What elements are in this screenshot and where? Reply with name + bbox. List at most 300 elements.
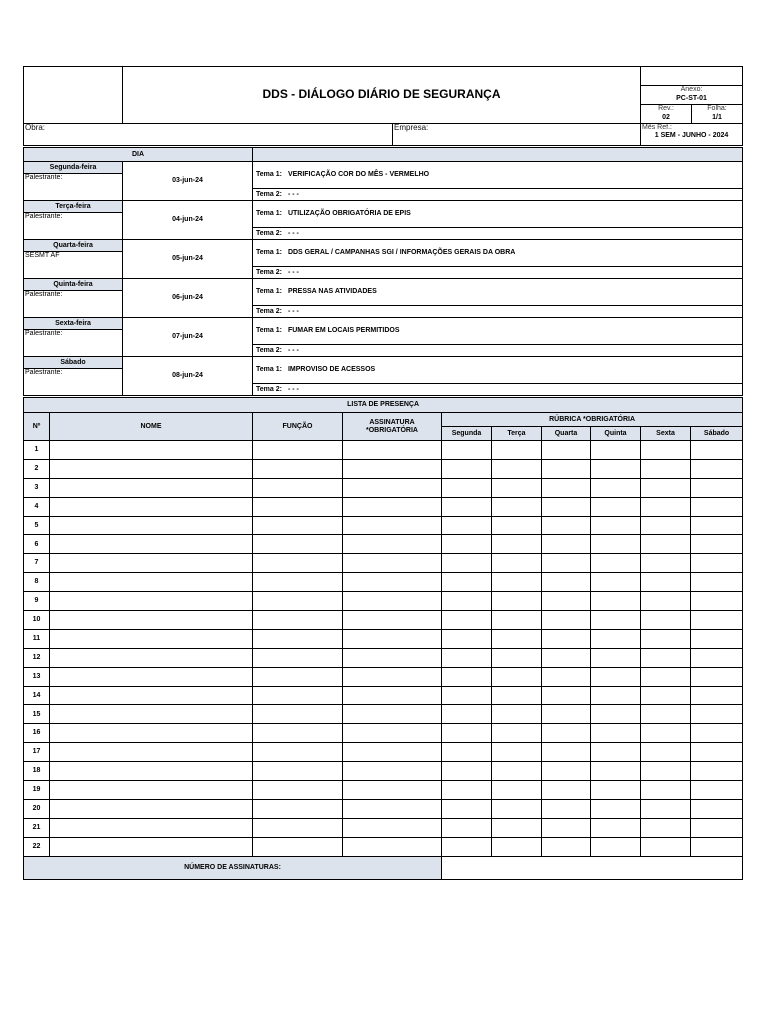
nome-cell[interactable] [50,686,253,705]
nome-cell[interactable] [50,667,253,686]
tema1-cell[interactable] [253,162,743,189]
logo-area [24,67,123,124]
rubrica-cell[interactable] [442,592,492,611]
table-row [24,516,743,535]
rubrica-cell[interactable] [591,743,641,762]
funcao-cell[interactable] [253,441,343,460]
rubrica-cell[interactable] [442,516,492,535]
form-header [23,66,743,146]
rubrica-cell[interactable] [641,724,691,743]
assinatura-cell[interactable] [343,459,442,478]
tema2-cell[interactable] [253,306,743,318]
rubrica-cell[interactable] [542,459,591,478]
day-date: 03-jun-24 [123,162,253,201]
funcao-cell[interactable] [253,667,343,686]
assinatura-cell[interactable] [343,478,442,497]
rubrica-cell[interactable] [691,686,743,705]
rubrica-cell[interactable] [492,497,542,516]
tema1-cell[interactable] [253,279,743,306]
rubrica-cell[interactable] [442,762,492,781]
rubrica-cell[interactable] [542,592,591,611]
row-number: 15 [24,705,50,724]
row-number: 13 [24,667,50,686]
nome-cell[interactable] [50,441,253,460]
rubrica-cell[interactable] [492,667,542,686]
row-number: 1 [24,441,50,460]
funcao-cell[interactable] [253,535,343,554]
rubrica-cell[interactable] [691,611,743,630]
rubrica-cell[interactable] [442,705,492,724]
anexo-value: PC-ST-01 [676,94,707,102]
rubrica-cell[interactable] [591,667,641,686]
table-row [24,743,743,762]
rubrica-cell[interactable] [641,743,691,762]
rubrica-cell[interactable] [641,705,691,724]
rubrica-cell[interactable] [691,648,743,667]
nome-cell[interactable] [50,837,253,856]
rubrica-cell[interactable] [591,592,641,611]
rubrica-cell[interactable] [641,781,691,800]
weekday-header: Quarta [542,427,591,441]
rubrica-cell[interactable] [542,611,591,630]
rubrica-cell[interactable] [492,781,542,800]
rubrica-cell[interactable] [492,818,542,837]
funcao-cell[interactable] [253,743,343,762]
rubrica-cell[interactable] [492,611,542,630]
rubrica-cell[interactable] [641,762,691,781]
presence-list-title: LISTA DE PRESENÇA [24,398,743,413]
row-number: 18 [24,762,50,781]
table-row [24,441,743,460]
day-name: Sábado [24,357,123,369]
tema2-cell[interactable] [253,384,743,396]
rubrica-cell[interactable] [691,629,743,648]
rubrica-cell[interactable] [442,554,492,573]
day-name: Quarta-feira [24,240,123,252]
rubrica-cell[interactable] [691,743,743,762]
table-row [24,705,743,724]
tema2-cell[interactable] [253,228,743,240]
row-number: 19 [24,781,50,800]
nome-cell[interactable] [50,705,253,724]
nome-cell[interactable] [50,611,253,630]
row-number: 20 [24,799,50,818]
rubrica-cell[interactable] [691,516,743,535]
rubrica-cell[interactable] [542,799,591,818]
table-row [24,592,743,611]
rubrica-cell[interactable] [691,667,743,686]
rubrica-cell[interactable] [691,478,743,497]
rubrica-cell[interactable] [442,781,492,800]
rubrica-cell[interactable] [641,535,691,554]
day-block-row [24,279,743,291]
rubrica-cell[interactable] [641,478,691,497]
rubrica-cell[interactable] [492,592,542,611]
funcao-cell[interactable] [253,648,343,667]
rubrica-cell[interactable] [591,705,641,724]
funcao-cell[interactable] [253,837,343,856]
funcao-cell[interactable] [253,516,343,535]
table-row [24,686,743,705]
rubrica-cell[interactable] [591,837,641,856]
rubrica-cell[interactable] [591,762,641,781]
rubrica-cell[interactable] [492,478,542,497]
rubrica-cell[interactable] [641,799,691,818]
rubrica-cell[interactable] [691,592,743,611]
rubrica-cell[interactable] [591,516,641,535]
row-number: 5 [24,516,50,535]
nome-cell[interactable] [50,762,253,781]
rubrica-cell[interactable] [691,799,743,818]
rubrica-cell[interactable] [442,497,492,516]
tema1-label: Tema 1: [256,210,282,218]
tema1-cell[interactable] [253,240,743,267]
table-row [24,762,743,781]
assinatura-cell[interactable] [343,837,442,856]
rubrica-cell[interactable] [542,535,591,554]
rubrica-cell[interactable] [641,611,691,630]
page-title: DDS - DIÁLOGO DIÁRIO DE SEGURANÇA [123,67,641,124]
rubrica-cell[interactable] [542,686,591,705]
rubrica-cell[interactable] [641,592,691,611]
rubrica-cell[interactable] [691,535,743,554]
obra-field[interactable] [24,124,393,146]
table-row [24,667,743,686]
funcao-cell[interactable] [253,497,343,516]
schedule-table [23,147,743,396]
rubrica-cell[interactable] [641,573,691,592]
rubrica-cell[interactable] [641,667,691,686]
row-number: 11 [24,629,50,648]
rubrica-cell[interactable] [641,497,691,516]
funcao-cell[interactable] [253,459,343,478]
assinatura-cell[interactable] [343,667,442,686]
assinatura-cell[interactable] [343,724,442,743]
table-row [24,478,743,497]
tema1-value: UTILIZAÇÃO OBRIGATÓRIA DE EPIS [287,210,411,218]
rubrica-cell[interactable] [442,611,492,630]
nome-cell[interactable] [50,781,253,800]
funcao-cell[interactable] [253,705,343,724]
nome-cell[interactable] [50,478,253,497]
dia-header: DIA [24,148,253,162]
tema1-label: Tema 1: [256,366,282,374]
day-speaker[interactable]: Palestrante: [24,291,123,318]
assinatura-cell[interactable] [343,441,442,460]
row-number: 4 [24,497,50,516]
rubrica-cell[interactable] [641,837,691,856]
day-speaker[interactable]: Palestrante: [24,174,123,201]
rubrica-cell[interactable] [492,724,542,743]
rubrica-cell[interactable] [442,799,492,818]
funcao-cell[interactable] [253,762,343,781]
tema1-cell[interactable] [253,357,743,384]
anexo-label: Anexo: [641,85,742,94]
rubrica-cell[interactable] [492,686,542,705]
rubrica-cell[interactable] [442,648,492,667]
mes-ref-label: Mês Ref.: [642,124,672,131]
table-row [24,535,743,554]
nome-cell[interactable] [50,818,253,837]
funcao-cell[interactable] [253,724,343,743]
rev-value: 02 [662,114,670,122]
rubrica-cell[interactable] [442,743,492,762]
rubrica-cell[interactable] [691,554,743,573]
tema2-value: - - - [287,346,299,354]
day-speaker[interactable]: Palestrante: [24,330,123,357]
tema1-label: Tema 1: [256,249,282,257]
rubrica-cell[interactable] [442,535,492,554]
total-signatures-label: NÚMERO DE ASSINATURAS: [24,856,442,879]
rubrica-cell[interactable] [542,705,591,724]
nome-cell[interactable] [50,629,253,648]
rubrica-cell[interactable] [641,629,691,648]
rubrica-cell[interactable] [591,724,641,743]
rubrica-cell[interactable] [641,554,691,573]
schedule-days [24,162,743,396]
tema2-value: - - - [287,307,299,315]
rubrica-cell[interactable] [442,686,492,705]
assinatura-cell[interactable] [343,497,442,516]
funcao-cell[interactable] [253,611,343,630]
rubrica-cell[interactable] [442,837,492,856]
assinatura-cell[interactable] [343,629,442,648]
rubrica-cell[interactable] [492,516,542,535]
assinatura-cell[interactable] [343,611,442,630]
row-number: 9 [24,592,50,611]
row-number: 21 [24,818,50,837]
funcao-cell[interactable] [253,818,343,837]
presence-rows [24,441,743,857]
row-number: 2 [24,459,50,478]
table-row [24,611,743,630]
rubrica-cell[interactable] [591,535,641,554]
rev-label: Rev.: [641,104,692,113]
rubrica-cell[interactable] [691,818,743,837]
funcao-cell[interactable] [253,554,343,573]
obra-label: Obra: [25,123,46,132]
tema1-value: PRESSA NAS ATIVIDADES [287,288,377,296]
rubrica-cell[interactable] [442,818,492,837]
tema1-label: Tema 1: [256,171,282,179]
rubrica-cell[interactable] [542,648,591,667]
rubrica-cell[interactable] [691,724,743,743]
rubrica-cell[interactable] [591,441,641,460]
assinatura-cell[interactable] [343,592,442,611]
rubrica-cell[interactable] [691,459,743,478]
rubrica-cell[interactable] [641,441,691,460]
doc-info-box [641,67,743,124]
tema2-cell[interactable] [253,345,743,357]
rubrica-cell[interactable] [591,478,641,497]
rubrica-cell[interactable] [442,478,492,497]
nome-cell[interactable] [50,724,253,743]
rubrica-cell[interactable] [542,781,591,800]
rubrica-cell[interactable] [492,837,542,856]
rubrica-cell[interactable] [492,799,542,818]
assinatura-cell[interactable] [343,573,442,592]
row-number: 12 [24,648,50,667]
rubrica-cell[interactable] [542,573,591,592]
rubrica-cell[interactable] [492,535,542,554]
rubrica-cell[interactable] [442,573,492,592]
rubrica-cell[interactable] [591,799,641,818]
day-date: 08-jun-24 [123,357,253,396]
assinatura-cell[interactable] [343,648,442,667]
funcao-cell[interactable] [253,629,343,648]
rubrica-cell[interactable] [542,516,591,535]
assinatura-cell[interactable] [343,554,442,573]
nome-cell[interactable] [50,592,253,611]
table-row [24,781,743,800]
rubrica-cell[interactable] [442,724,492,743]
row-number: 10 [24,611,50,630]
assinatura-cell[interactable] [343,781,442,800]
tema1-cell[interactable] [253,201,743,228]
day-date: 05-jun-24 [123,240,253,279]
assinatura-cell[interactable] [343,705,442,724]
rubrica-cell[interactable] [691,837,743,856]
rubrica-cell[interactable] [492,459,542,478]
tema2-cell[interactable] [253,267,743,279]
rubrica-cell[interactable] [641,459,691,478]
rubrica-cell[interactable] [591,818,641,837]
assinatura-cell[interactable] [343,535,442,554]
day-block-row [24,318,743,330]
tema2-label: Tema 2: [256,190,282,198]
rubrica-cell[interactable] [542,762,591,781]
rubrica-cell[interactable] [591,497,641,516]
rubrica-cell[interactable] [691,781,743,800]
rubrica-cell[interactable] [691,762,743,781]
rubrica-cell[interactable] [442,459,492,478]
rubrica-cell[interactable] [691,441,743,460]
rubrica-cell[interactable] [542,554,591,573]
rubrica-cell[interactable] [591,611,641,630]
tema2-label: Tema 2: [256,268,282,276]
nome-cell[interactable] [50,516,253,535]
tema2-cell[interactable] [253,189,743,201]
rubrica-cell[interactable] [492,573,542,592]
rubrica-cell[interactable] [641,516,691,535]
tema1-value: IMPROVISO DE ACESSOS [287,366,376,374]
rubrica-cell[interactable] [641,648,691,667]
total-signatures-value[interactable] [442,856,743,879]
rubrica-cell[interactable] [492,705,542,724]
rubrica-cell[interactable] [641,818,691,837]
rubrica-cell[interactable] [542,667,591,686]
day-speaker[interactable]: SESMT AF [24,252,123,279]
day-date: 07-jun-24 [123,318,253,357]
funcao-cell[interactable] [253,592,343,611]
rubrica-cell[interactable] [442,667,492,686]
tema2-value: - - - [287,268,299,276]
rubrica-cell[interactable] [591,648,641,667]
rubrica-cell[interactable] [542,441,591,460]
rubrica-cell[interactable] [691,705,743,724]
table-row [24,724,743,743]
nome-cell[interactable] [50,648,253,667]
tema1-value: DDS GERAL / CAMPANHAS SGI / INFORMAÇÕES GERAIS DA OBRA [287,249,516,257]
assinatura-cell[interactable] [343,799,442,818]
weekday-header: Sexta [641,427,691,441]
folha-label: Folha: [692,104,743,113]
rubrica-cell[interactable] [591,459,641,478]
nome-cell[interactable] [50,535,253,554]
day-block-row [24,357,743,369]
rubrica-cell[interactable] [542,818,591,837]
nome-cell[interactable] [50,554,253,573]
table-row [24,799,743,818]
rubrica-cell[interactable] [542,478,591,497]
rubrica-cell[interactable] [492,554,542,573]
assinatura-cell[interactable] [343,516,442,535]
row-number: 3 [24,478,50,497]
rubrica-cell[interactable] [691,573,743,592]
day-speaker[interactable]: Palestrante: [24,213,123,240]
day-date: 04-jun-24 [123,201,253,240]
day-name: Sexta-feira [24,318,123,330]
day-name: Quinta-feira [24,279,123,291]
nome-cell[interactable] [50,799,253,818]
assinatura-cell[interactable] [343,818,442,837]
rubrica-cell[interactable] [591,686,641,705]
rubrica-cell[interactable] [542,497,591,516]
tema1-value: FUMAR EM LOCAIS PERMITIDOS [287,327,400,335]
rubrica-cell[interactable] [691,497,743,516]
rubrica-cell[interactable] [542,837,591,856]
assinatura-cell[interactable] [343,686,442,705]
rubrica-cell[interactable] [641,686,691,705]
rubrica-cell[interactable] [492,441,542,460]
funcao-cell[interactable] [253,686,343,705]
funcao-cell[interactable] [253,799,343,818]
funcao-cell[interactable] [253,781,343,800]
nome-cell[interactable] [50,743,253,762]
funcao-cell[interactable] [253,573,343,592]
empresa-field[interactable] [393,124,641,146]
rubrica-cell[interactable] [542,629,591,648]
row-number: 17 [24,743,50,762]
tema1-cell[interactable] [253,318,743,345]
rubrica-cell[interactable] [442,629,492,648]
rubrica-cell[interactable] [591,573,641,592]
rubrica-cell[interactable] [542,743,591,762]
table-row [24,497,743,516]
tema2-value: - - - [287,229,299,237]
assinatura-cell[interactable] [343,743,442,762]
weekday-header: Segunda [442,427,492,441]
rubrica-cell[interactable] [492,743,542,762]
rubrica-cell[interactable] [591,629,641,648]
rubrica-cell[interactable] [442,441,492,460]
rubrica-cell[interactable] [492,648,542,667]
nome-cell[interactable] [50,459,253,478]
day-speaker[interactable]: Palestrante: [24,369,123,396]
rubrica-cell[interactable] [591,781,641,800]
weekday-header: Sábado [691,427,743,441]
tema2-label: Tema 2: [256,229,282,237]
nome-cell[interactable] [50,497,253,516]
nome-cell[interactable] [50,573,253,592]
empresa-label: Empresa: [394,123,429,132]
funcao-cell[interactable] [253,478,343,497]
rubrica-cell[interactable] [492,629,542,648]
rubrica-cell[interactable] [492,762,542,781]
rubrica-cell[interactable] [591,554,641,573]
assinatura-cell[interactable] [343,762,442,781]
rubrica-cell[interactable] [542,724,591,743]
